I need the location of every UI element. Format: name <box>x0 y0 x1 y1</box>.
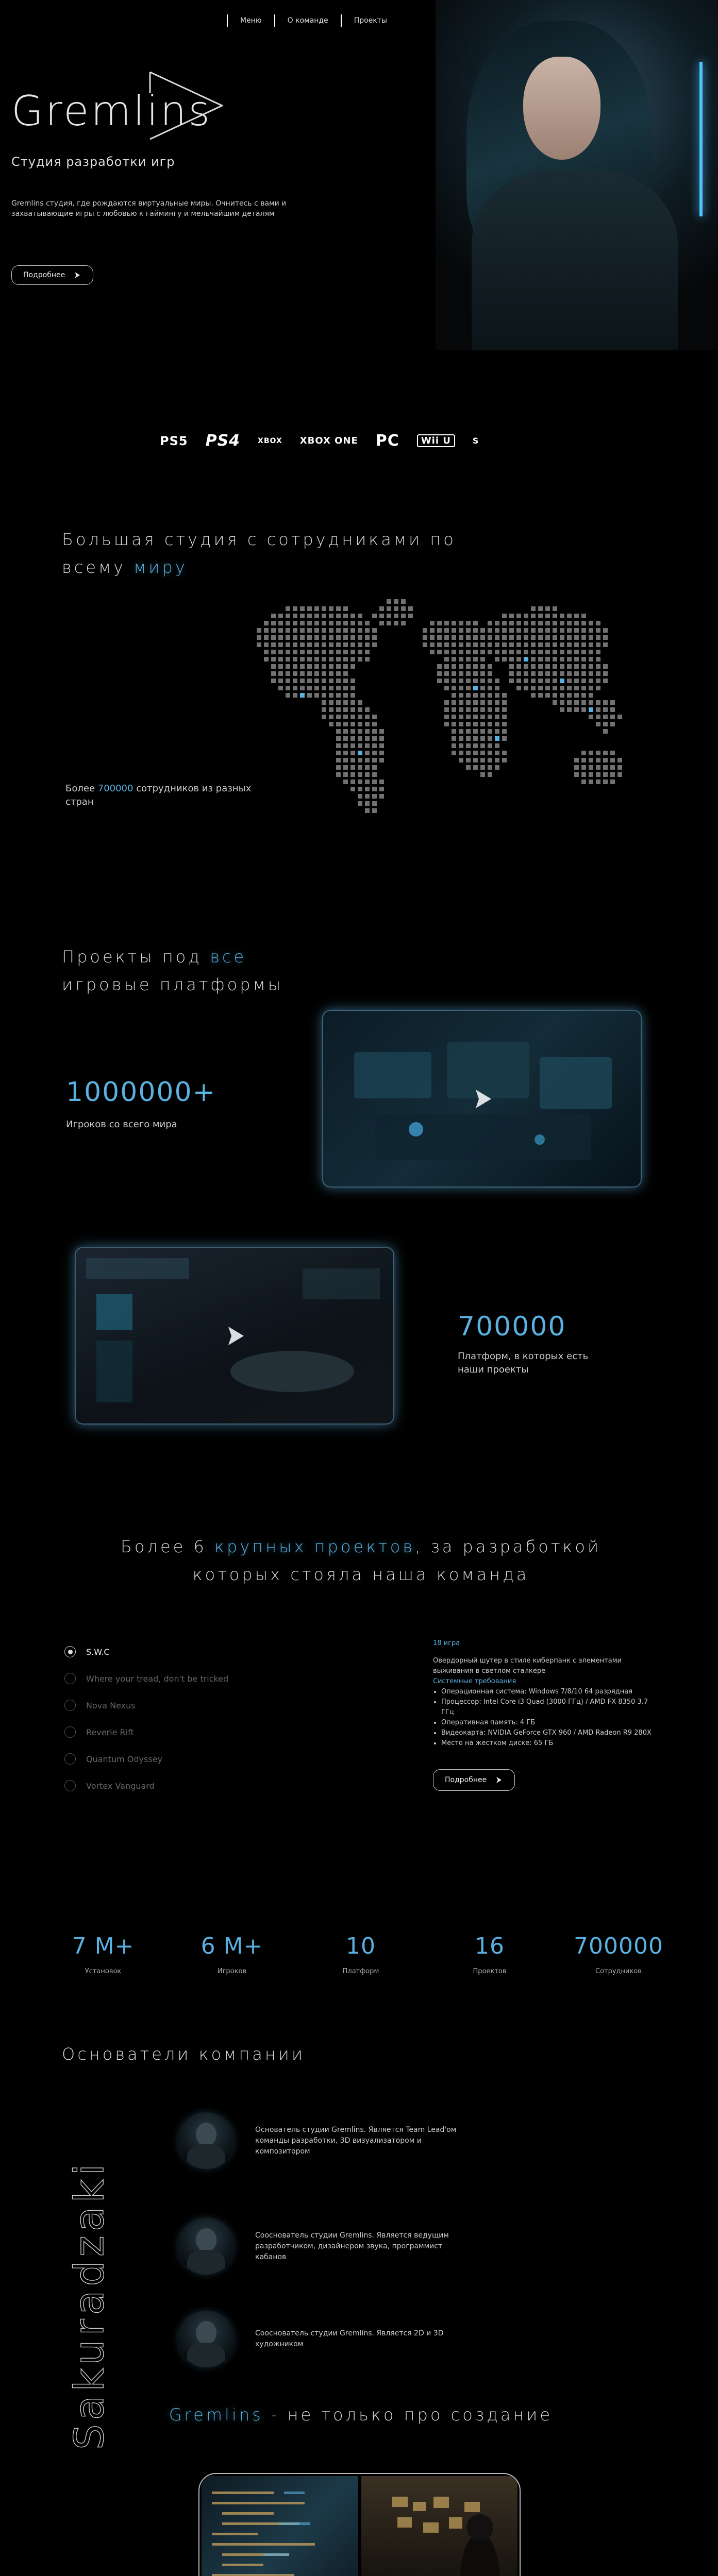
requirements-list <box>441 1687 660 1749</box>
game-screenshot-2[interactable] <box>75 1247 394 1425</box>
project-item[interactable]: Vortex Vanguard <box>64 1772 353 1799</box>
project-more-button[interactable]: Подробнее <box>433 1769 515 1791</box>
stat-item: 7 M+ Установок <box>72 1933 135 1975</box>
requirements-title: Системные требования <box>433 1677 516 1685</box>
gallery-office[interactable] <box>361 2476 518 2576</box>
project-item[interactable]: Quantum Odyssey <box>64 1745 353 1772</box>
wiiu-logo: Wii U <box>417 434 455 447</box>
video-play-icon[interactable] <box>220 1321 249 1350</box>
radio-icon <box>64 1726 76 1738</box>
gallery-title: Gremlins - не только про создание <box>169 2405 553 2425</box>
play-icon <box>495 1776 503 1784</box>
requirement-item: • Место на жестком диске: 65 ГБ <box>441 1738 660 1749</box>
logo-play-icon <box>129 67 227 144</box>
founder-3: Сооснователь студии Gremlins. Является 2D и 3D художником <box>178 2311 642 2367</box>
pc-logo: PC <box>375 432 399 450</box>
project-item[interactable]: S.W.C <box>64 1638 353 1665</box>
world-dot-map <box>237 580 655 832</box>
platforms-count: 700000 <box>458 1311 566 1342</box>
founder-1-avatar <box>178 2112 235 2169</box>
gallery-code[interactable] <box>202 2476 358 2576</box>
nav-team[interactable]: О команде <box>274 14 341 27</box>
nav-projects[interactable]: Проекты <box>341 14 399 27</box>
hero-character-image <box>436 0 718 350</box>
radio-icon <box>64 1673 76 1684</box>
radio-icon <box>64 1780 76 1791</box>
platforms-title: Проекты под все игровые платформы <box>62 947 283 994</box>
employees-note: Более 700000 сотрудников из разных стран <box>65 783 252 807</box>
vertical-studio-name <box>57 2058 119 2460</box>
ps5-logo: PS5 <box>160 433 188 448</box>
founder-3-avatar <box>178 2311 235 2367</box>
founders-title: Основатели компании <box>62 2044 305 2064</box>
svg-text:Sakuradzaki: Sakuradzaki <box>66 2160 113 2450</box>
stat-item: 6 M+ Игроков <box>201 1933 263 1975</box>
hero-more-button[interactable]: Подробнее <box>11 265 93 285</box>
platform-logos <box>160 432 479 450</box>
founder-2: Сооснователь студии Gremlins. Является ведущим разработчиком, дизайнером звука, программист кабанов <box>178 2218 642 2275</box>
requirement-item: • Операционная система: Windows 7/8/10 64 разрядная <box>441 1687 660 1697</box>
stat-item: 700000 Сотрудников <box>574 1933 663 1975</box>
nav-menu[interactable]: Меню <box>227 14 274 27</box>
xbox-logo: XBOX <box>258 436 282 445</box>
ps4-logo: PS4 <box>205 432 241 450</box>
project-details <box>433 1638 660 1791</box>
switch-logo: S <box>472 436 479 446</box>
studio-gallery <box>198 2473 521 2576</box>
project-genre: 18 игра <box>433 1639 460 1647</box>
players-label: Игроков со всего мира <box>66 1119 177 1130</box>
radio-icon <box>64 1700 76 1711</box>
requirement-item: • Процессор: Intel Core i3 Quad (3000 ГГц) / AMD FX 8350 3.7 ГГц <box>441 1697 660 1718</box>
radio-icon <box>64 1646 76 1657</box>
radio-icon <box>64 1753 76 1765</box>
players-count: 1000000+ <box>66 1077 216 1108</box>
hero-logo: Gremlins <box>11 77 227 144</box>
founder-2-avatar <box>178 2218 235 2275</box>
game-screenshot-1[interactable] <box>322 1010 642 1188</box>
hero-tagline: Студия разработки игр <box>11 155 175 169</box>
world-title: Большая студия с сотрудниками по всему миру <box>62 530 456 577</box>
requirement-item: • Видеокарта: NVIDIA GeForce GTX 960 / AMD Radeon R9 280X <box>441 1728 660 1738</box>
project-item[interactable]: Nova Nexus <box>64 1692 353 1719</box>
stats-row <box>52 1933 670 1975</box>
xbox-one-logo: XBOX ONE <box>299 435 358 446</box>
requirement-item: • Оперативная память: 4 ГБ <box>441 1718 660 1728</box>
hero-description: Gremlins студия, где рождаются виртуальные миры. Очнитесь с вами и захватывающие игры с любовью к гаймингу и мельчайшим деталям <box>11 199 287 218</box>
stat-item: 10 Платформ <box>342 1933 379 1975</box>
stat-item: 16 Проектов <box>473 1933 507 1975</box>
project-item[interactable]: Reverie Rift <box>64 1719 353 1745</box>
project-item[interactable]: Where your tread, don't be tricked <box>64 1665 353 1692</box>
projects-title: Более 6 крупных проектов, за разработкой которых стояла наша команда <box>120 1537 602 1584</box>
projects-list <box>64 1638 353 1799</box>
founder-1: Основатель студии Gremlins. Является Team Lead'ом команды разработки, 3D визуализатором и композитором <box>178 2112 642 2169</box>
top-nav <box>227 14 399 27</box>
project-summary: Овердорный шутер в стиле киберпанк с элементами выживания в светлом сталкере <box>433 1657 622 1675</box>
video-play-icon[interactable] <box>467 1084 496 1113</box>
play-icon <box>73 271 81 279</box>
platforms-label: Платформ, в которых есть наши проекты <box>458 1351 589 1375</box>
